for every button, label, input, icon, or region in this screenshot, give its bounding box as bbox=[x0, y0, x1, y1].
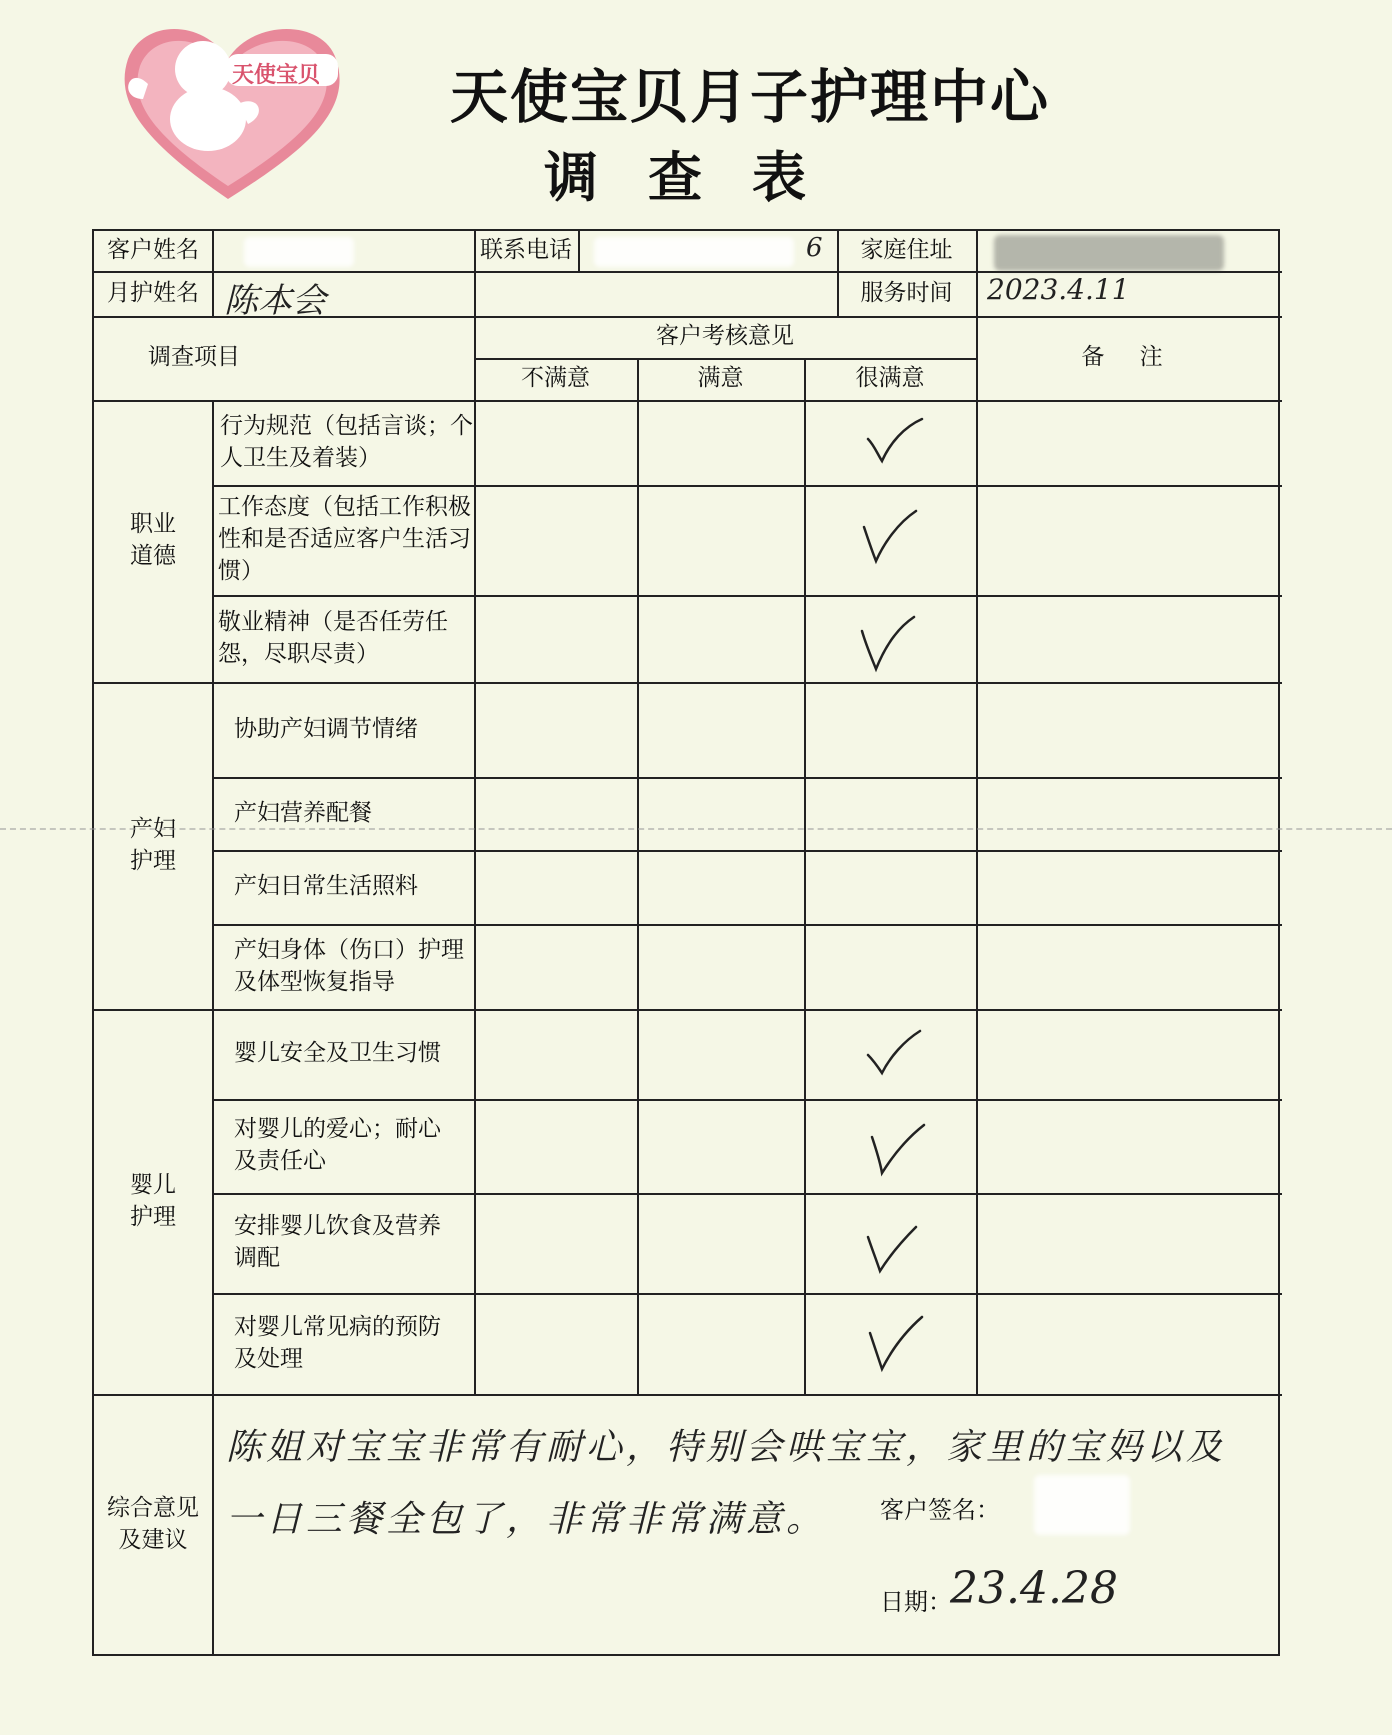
address-label: 家庭住址 bbox=[860, 237, 953, 264]
section-mother-care bbox=[94, 682, 212, 1009]
check-ethics-1 bbox=[864, 413, 924, 473]
comments-text-line1: 陈姐对宝宝非常有耐心，特别会哄宝宝，家里的宝妈以及 bbox=[226, 1427, 1227, 1468]
client-name-label: 客户姓名 bbox=[107, 237, 199, 264]
item-mother-3: 产妇日常生活照料 bbox=[234, 873, 418, 900]
item-baby-4: 对婴儿常见病的预防及处理 bbox=[234, 1313, 441, 1372]
client-name-redacted bbox=[244, 237, 354, 267]
unsatisfied-header: 不满意 bbox=[521, 365, 590, 392]
section-mother-line1: 产妇 bbox=[130, 815, 176, 842]
angel-baby-logo bbox=[108, 14, 368, 204]
check-ethics-3 bbox=[858, 613, 918, 673]
nurse-name-value: 陈本会 bbox=[224, 281, 326, 321]
satisfied-header: 满意 bbox=[697, 365, 744, 392]
phone-value: 6 bbox=[806, 233, 823, 263]
comments-label-line1: 综合意见 bbox=[107, 1495, 199, 1522]
very-satisfied-header: 很满意 bbox=[855, 365, 925, 392]
address-redacted bbox=[994, 235, 1224, 271]
paper-fold-line bbox=[0, 828, 1392, 830]
service-time-label: 服务时间 bbox=[860, 279, 953, 306]
opinion-header: 客户考核意见 bbox=[656, 323, 794, 350]
nurse-name-label: 月护姓名 bbox=[107, 279, 199, 306]
remarks-header: 备 注 bbox=[1081, 344, 1177, 371]
section-baby-line1: 婴儿 bbox=[130, 1171, 176, 1198]
section-ethics-line1: 职业 bbox=[130, 511, 176, 538]
item-ethics-3: 敬业精神（是否任劳任怨，尽职尽责） bbox=[218, 608, 448, 667]
page-title: 天使宝贝月子护理中心 bbox=[449, 63, 1050, 131]
check-baby-1 bbox=[864, 1027, 924, 1087]
item-header: 调查项目 bbox=[148, 344, 240, 371]
item-mother-2: 产妇营养配餐 bbox=[234, 799, 372, 826]
check-ethics-2 bbox=[860, 509, 920, 569]
signature-redacted bbox=[1034, 1475, 1130, 1535]
signature-label: 客户签名： bbox=[880, 1496, 1000, 1525]
check-baby-2 bbox=[868, 1119, 928, 1179]
item-ethics-1: 行为规范（包括言谈；个人卫生及着装） bbox=[220, 412, 473, 471]
item-baby-2: 对婴儿的爱心；耐心及责任心 bbox=[234, 1116, 441, 1174]
item-baby-1: 婴儿安全及卫生习惯 bbox=[234, 1040, 441, 1067]
date-value: 23.4.28 bbox=[950, 1563, 1118, 1614]
comments-label bbox=[94, 1394, 212, 1656]
section-baby-care bbox=[94, 1009, 212, 1394]
item-mother-4: 产妇身体（伤口）护理及体型恢复指导 bbox=[234, 936, 464, 995]
item-ethics-2: 工作态度（包括工作积极性和是否适应客户生活习惯） bbox=[218, 494, 471, 584]
section-ethics bbox=[94, 400, 212, 682]
check-baby-3 bbox=[864, 1219, 924, 1279]
section-mother-line2: 护理 bbox=[130, 847, 176, 874]
item-baby-3: 安排婴儿饮食及营养调配 bbox=[234, 1213, 441, 1271]
comments-label-line2: 及建议 bbox=[118, 1527, 188, 1553]
comments-text-line2: 一日三餐全包了，非常非常满意。 bbox=[226, 1499, 827, 1540]
logo-text: 天使宝贝 bbox=[232, 63, 321, 88]
item-mother-1: 协助产妇调节情绪 bbox=[234, 715, 418, 742]
section-baby-line2: 护理 bbox=[130, 1203, 176, 1230]
check-baby-4 bbox=[866, 1313, 926, 1373]
service-time-value: 2023.4.11 bbox=[987, 273, 1130, 306]
phone-redacted bbox=[594, 237, 794, 267]
date-label: 日期： bbox=[880, 1588, 952, 1617]
section-ethics-line2: 道德 bbox=[130, 543, 176, 569]
phone-label: 联系电话 bbox=[480, 237, 572, 264]
survey-form bbox=[92, 229, 1280, 1656]
page-subtitle: 调查表 bbox=[544, 146, 856, 209]
